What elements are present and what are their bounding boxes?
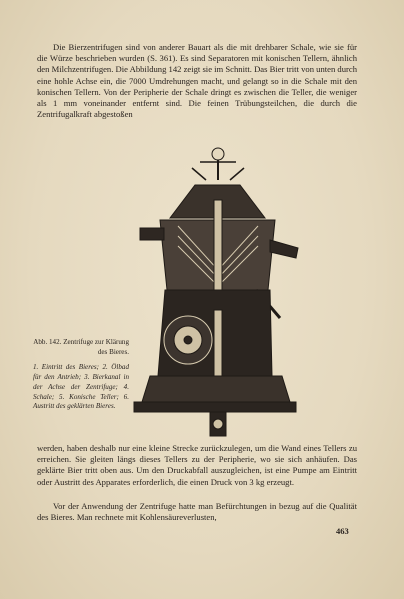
page-number: 463 [336, 526, 349, 536]
centrifuge-cross-section-illustration [130, 140, 300, 440]
body-paragraph-3: Vor der Anwendung der Zentrifuge hatte man Befürchtungen in bezug auf die Qualität des Bieres. Man rechnete mit Kohlensäureverlusten, [37, 501, 357, 523]
body-paragraph-2: werden, haben deshalb nur eine kleine Strecke zurückzulegen, um die Wand eines Tellers zu erreichen. Sie gleiten längs dieses Tellers zu der Peripherie, wo sie sich anhäufen. Das geklärte Bier tritt oben aus. Um den Druckabfall auszugleichen, ist eine Pumpe am Eintritt oder Austritt des Apparates erforderlich, die einen Druck von 3 kg erzeugt. [37, 443, 357, 487]
centrifuge-drawing [134, 148, 298, 436]
figure-caption-legend: 1. Eintritt des Bieres; 2. Ölbad für den Antrieb; 3. Bierkanal in der Achse der Zentrifuge; 4. Schale; 5. Konische Teller; 6. Austritt des geklärten Bieres. [33, 362, 129, 411]
body-paragraph-1: Die Bierzentrifugen sind von anderer Bauart als die mit drehbarer Schale, wie sie für die Würze beschrieben wurden (S. 361). Es sind Separatoren mit konischen Tellern, ähnlich den Milchzentrifugen. Die Abbildung 142 zeigt sie im Schnitt. Das Bier tritt von unten durch eine hohle Achse ein, die 7000 Umdrehungen macht, und gelangt so in die Schale mit den konischen Tellern. Von der Peripherie der Schale dringt es zwischen die Teller, die weniger als 1 mm voneinander entfernt sind. Die feinen Trübungsteilchen, die durch die Zentrifugalkraft abgestoßen [37, 42, 357, 120]
figure-caption [33, 338, 129, 412]
figure-caption-title: Abb. 142. Zentrifuge zur Klärung des Bieres. [33, 338, 129, 356]
